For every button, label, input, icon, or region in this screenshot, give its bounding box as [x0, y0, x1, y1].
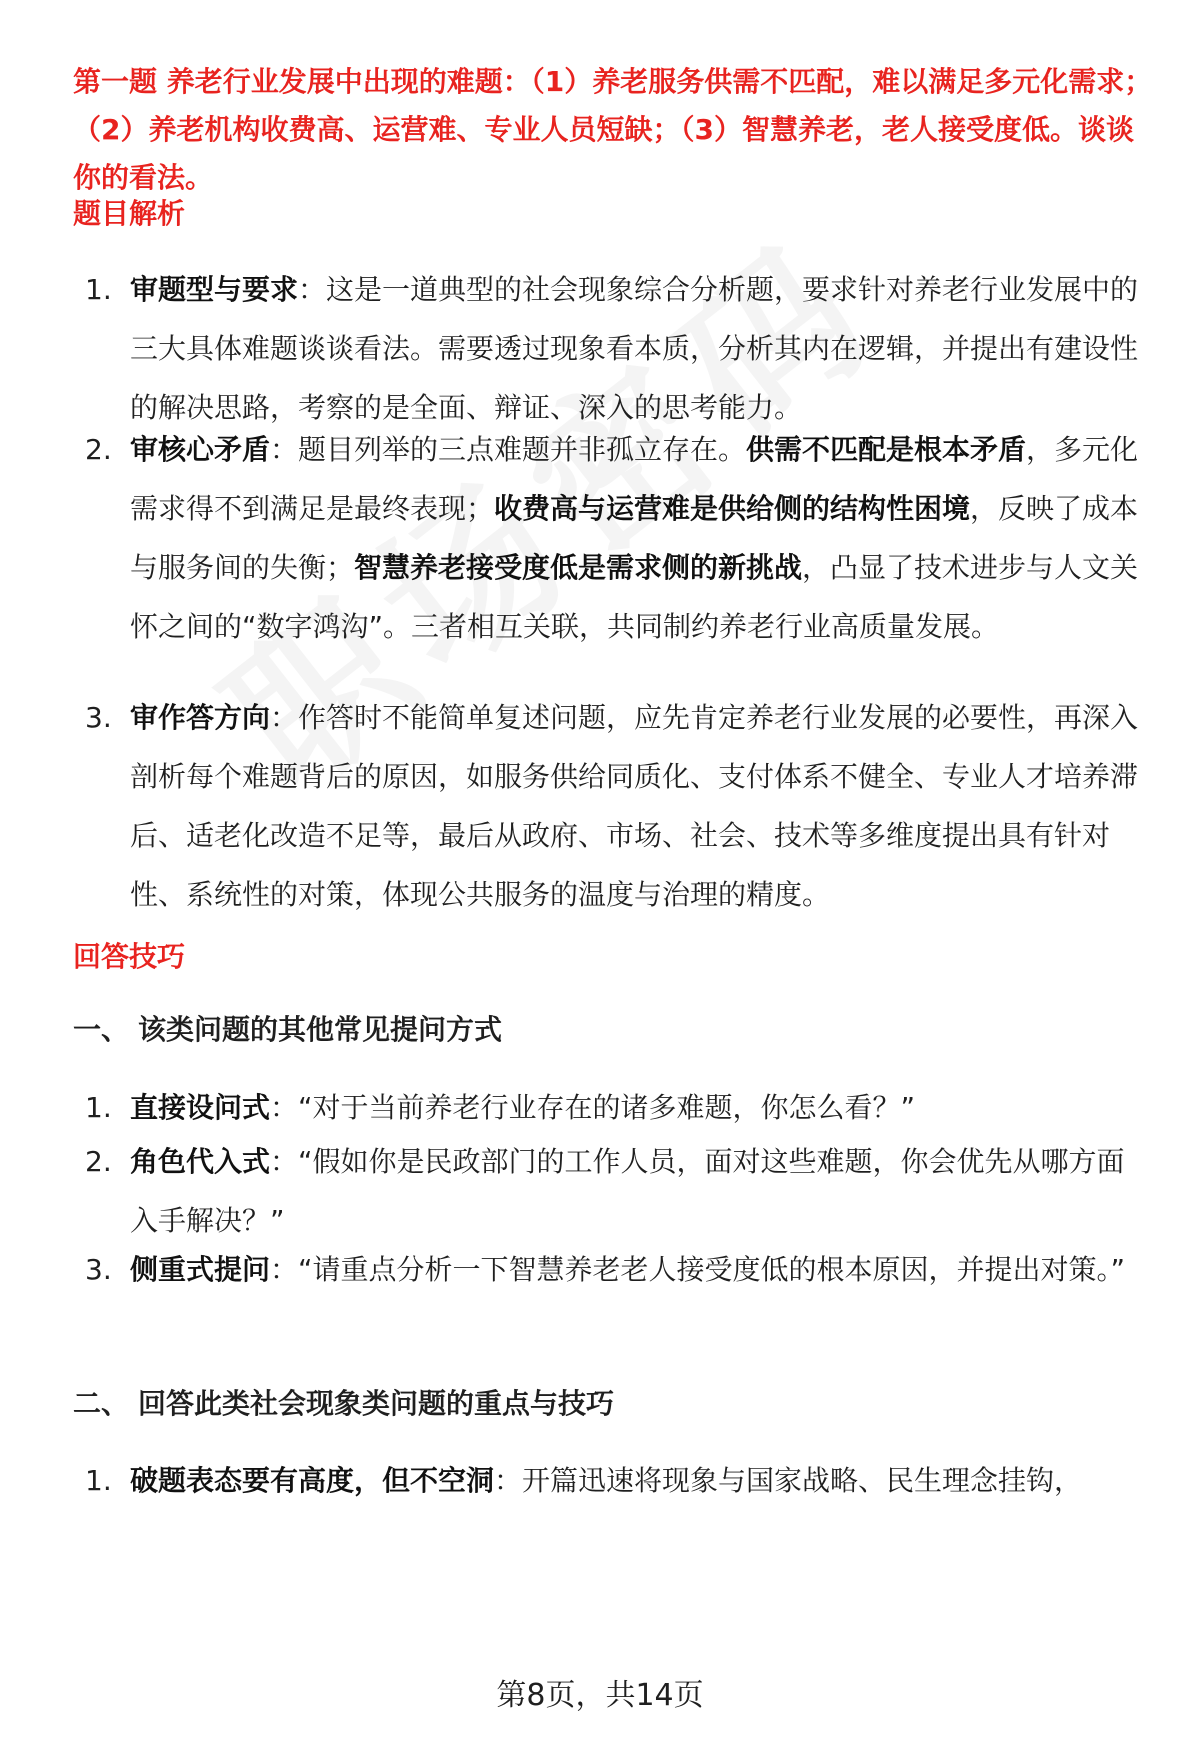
list-term: 审作答方向: [130, 701, 271, 734]
list-index: 1.: [85, 1464, 112, 1497]
tips-heading: 回答技巧: [73, 940, 186, 973]
list-item: [85, 260, 1143, 437]
list-text: ：“对于当前养老行业存在的诸多难题，你怎么看？”: [270, 1091, 916, 1124]
emphasis-text: 供需不匹配是根本矛盾: [746, 433, 1027, 466]
page-number: 第8页，共14页: [496, 1678, 704, 1713]
subheading: [73, 1382, 614, 1422]
emphasis-text: 智慧养老接受度低是需求侧的新挑战: [354, 551, 803, 584]
list-text: ：题目列举的三点难题并非孤立存在。: [270, 433, 747, 466]
list-index: 3.: [85, 1253, 112, 1286]
list-text: ，反映了成本与服务间的失衡；: [130, 492, 1139, 584]
list-item: [85, 1132, 1143, 1250]
list-index: 3.: [85, 701, 112, 734]
emphasis-text: 收费高与运营难是供给侧的结构性困境: [494, 492, 971, 525]
list-index: 1.: [85, 1091, 112, 1124]
subheading-title: 回答此类社会现象类问题的重点与技巧: [138, 1387, 615, 1420]
list-term: 审核心矛盾: [130, 433, 271, 466]
subheading-title: 该类问题的其他常见提问方式: [138, 1013, 503, 1046]
subheading-number: 一、: [73, 1013, 130, 1046]
list-term: 直接设问式: [130, 1091, 271, 1124]
list-term: 破题表态要有高度，但不空洞: [130, 1464, 495, 1497]
list-term: 角色代入式: [130, 1145, 271, 1178]
subheading: [73, 1008, 502, 1048]
list-item: [85, 1078, 1143, 1137]
list-text: ，多元化需求得不到满足是最终表现；: [130, 433, 1139, 525]
list-item: [85, 688, 1143, 924]
list-index: 1.: [85, 273, 112, 306]
list-item: [85, 1451, 1143, 1510]
list-text: ：“假如你是民政部门的工作人员，面对这些难题，你会优先从哪方面入手解决？”: [130, 1145, 1125, 1237]
list-text: ：这是一道典型的社会现象综合分析题，要求针对养老行业发展中的三大具体难题谈谈看法。需要透过现象看本质，分析其内在逻辑，并提出有建设性的解决思路，考察的是全面、辩证、深入的思考能力。: [130, 273, 1139, 424]
list-text: ：作答时不能简单复述问题，应先肯定养老行业发展的必要性，再深入剖析每个难题背后的原因，如服务供给同质化、支付体系不健全、专业人才培养滞后、适老化改造不足等，最后从政府、市场、社会、技术等多维度提出具有针对性、系统性的对策，体现公共服务的温度与治理的精度。: [130, 701, 1139, 911]
list-text: ，凸显了技术进步与人文关怀之间的“数字鸿沟”。三者相互关联，共同制约养老行业高质量发展。: [130, 551, 1139, 643]
list-index: 2.: [85, 1145, 112, 1178]
list-item: [85, 1240, 1143, 1299]
list-text: ：开篇迅速将现象与国家战略、民生理念挂钩，: [494, 1464, 1083, 1497]
list-index: 2.: [85, 433, 112, 466]
list-item: [85, 420, 1143, 656]
list-term: 侧重式提问: [130, 1253, 271, 1286]
subheading-number: 二、: [73, 1387, 130, 1420]
analysis-heading: 题目解析: [73, 197, 186, 230]
list-term: 审题型与要求: [130, 273, 299, 306]
question-title: 第一题 养老行业发展中出现的难题：（1）养老服务供需不匹配，难以满足多元化需求；（2）养老机构收费高、运营难、专业人员短缺；（3）智慧养老，老人接受度低。谈谈你的看法。: [73, 65, 1153, 194]
list-text: ：“请重点分析一下智慧养老老人接受度低的根本原因，并提出对策。”: [270, 1253, 1126, 1286]
